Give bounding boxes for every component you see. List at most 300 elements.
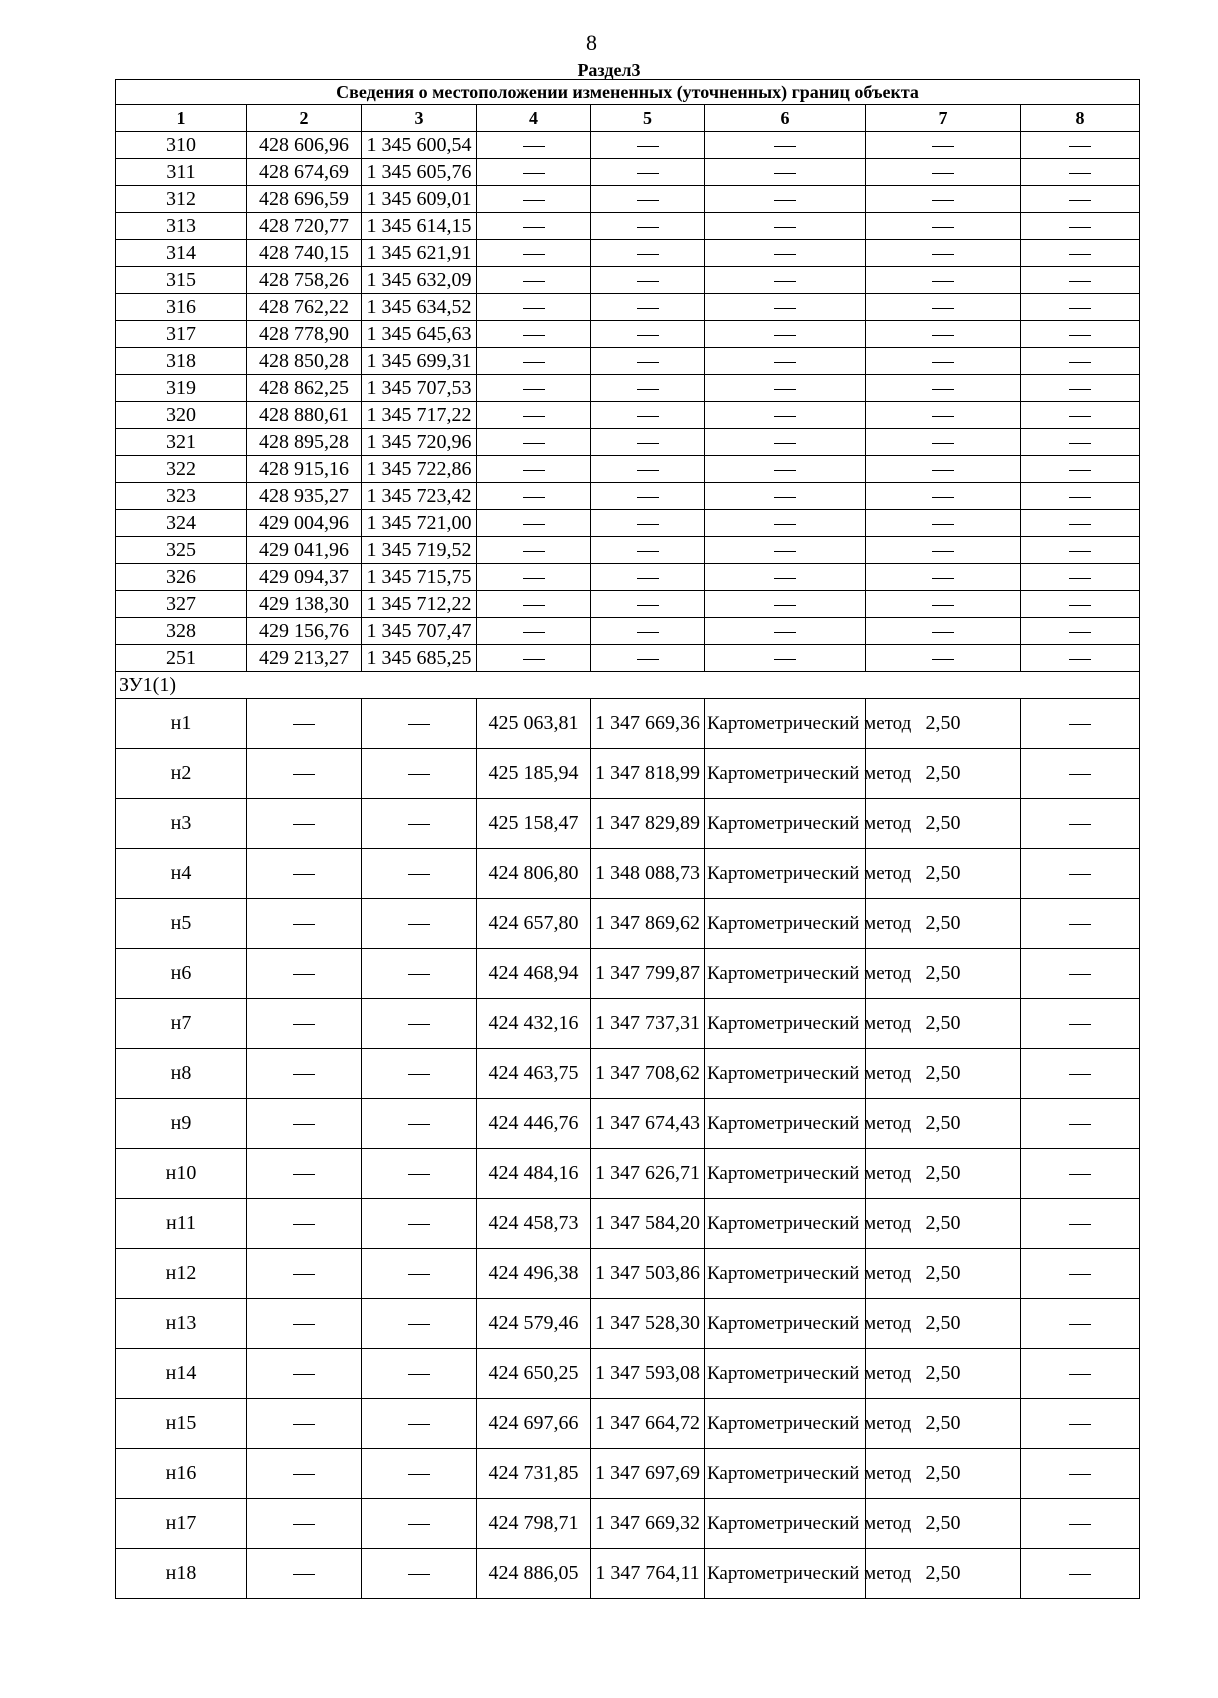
empty-value-cell — [1021, 186, 1140, 213]
dash-mark — [523, 173, 545, 174]
new-x-cell: 424 496,38 — [477, 1249, 591, 1299]
empty-value-cell — [705, 510, 866, 537]
empty-value-cell — [1021, 1349, 1140, 1399]
empty-value-cell — [247, 999, 362, 1049]
table-row — [116, 1449, 1140, 1499]
dash-mark — [293, 1224, 315, 1225]
column-number: 5 — [591, 105, 705, 132]
dash-mark — [932, 578, 954, 579]
dash-mark — [637, 146, 659, 147]
table-row — [116, 537, 1140, 564]
dash-mark — [774, 551, 796, 552]
table-row — [116, 132, 1140, 159]
new-y-cell: 1 348 088,73 — [591, 849, 705, 899]
empty-value-cell — [477, 267, 591, 294]
new-y-cell: 1 347 669,36 — [591, 699, 705, 749]
dash-mark — [523, 308, 545, 309]
existing-y-cell: 1 345 712,22 — [362, 591, 477, 618]
table-row — [116, 402, 1140, 429]
new-y-cell: 1 347 818,99 — [591, 749, 705, 799]
point-number-cell: 323 — [116, 483, 247, 510]
empty-value-cell — [247, 749, 362, 799]
new-x-cell: 424 806,80 — [477, 849, 591, 899]
dash-mark — [1069, 1424, 1091, 1425]
dash-mark — [1069, 1324, 1091, 1325]
table-row — [116, 1399, 1140, 1449]
empty-value-cell — [247, 1099, 362, 1149]
empty-value-cell — [705, 429, 866, 456]
new-x-cell: 424 468,94 — [477, 949, 591, 999]
column-number: 7 — [866, 105, 1021, 132]
new-y-cell: 1 347 503,86 — [591, 1249, 705, 1299]
method-cell: Картометрический метод — [705, 799, 866, 849]
dash-mark — [637, 308, 659, 309]
dash-mark — [408, 1224, 430, 1225]
empty-value-cell — [1021, 321, 1140, 348]
dash-mark — [637, 551, 659, 552]
dash-mark — [408, 974, 430, 975]
existing-x-cell: 428 740,15 — [247, 240, 362, 267]
empty-value-cell — [705, 375, 866, 402]
new-y-cell: 1 347 697,69 — [591, 1449, 705, 1499]
empty-value-cell — [705, 564, 866, 591]
accuracy-cell: 2,50 — [866, 1499, 1021, 1549]
dash-mark — [408, 1474, 430, 1475]
empty-value-cell — [591, 645, 705, 672]
empty-value-cell — [705, 483, 866, 510]
new-x-cell: 424 798,71 — [477, 1499, 591, 1549]
existing-x-cell: 428 850,28 — [247, 348, 362, 375]
dash-mark — [637, 335, 659, 336]
dash-mark — [1069, 470, 1091, 471]
dash-mark — [774, 632, 796, 633]
dash-mark — [523, 470, 545, 471]
dash-mark — [932, 551, 954, 552]
table-row — [116, 1499, 1140, 1549]
dash-mark — [523, 443, 545, 444]
empty-value-cell — [591, 321, 705, 348]
dash-mark — [932, 605, 954, 606]
method-cell: Картометрический метод — [705, 1299, 866, 1349]
dash-mark — [1069, 974, 1091, 975]
accuracy-cell: 2,50 — [866, 799, 1021, 849]
empty-value-cell — [866, 321, 1021, 348]
table-row — [116, 618, 1140, 645]
new-x-cell: 425 185,94 — [477, 749, 591, 799]
table-row — [116, 1249, 1140, 1299]
table-row — [116, 849, 1140, 899]
empty-value-cell — [477, 186, 591, 213]
dash-mark — [1069, 605, 1091, 606]
existing-x-cell: 429 213,27 — [247, 645, 362, 672]
new-x-cell: 424 886,05 — [477, 1549, 591, 1599]
table-row — [116, 949, 1140, 999]
empty-value-cell — [705, 321, 866, 348]
dash-mark — [523, 578, 545, 579]
new-y-cell: 1 347 593,08 — [591, 1349, 705, 1399]
new-x-cell: 424 446,76 — [477, 1099, 591, 1149]
method-cell: Картометрический метод — [705, 899, 866, 949]
zone-label: ЗУ1(1) — [116, 672, 1140, 699]
dash-mark — [408, 1524, 430, 1525]
empty-value-cell — [591, 159, 705, 186]
empty-value-cell — [1021, 1249, 1140, 1299]
empty-value-cell — [247, 1549, 362, 1599]
table-row — [116, 591, 1140, 618]
dash-mark — [1069, 308, 1091, 309]
dash-mark — [1069, 1024, 1091, 1025]
empty-value-cell — [705, 132, 866, 159]
point-number-cell: 318 — [116, 348, 247, 375]
dash-mark — [932, 146, 954, 147]
accuracy-cell: 2,50 — [866, 1299, 1021, 1349]
method-cell: Картометрический метод — [705, 1499, 866, 1549]
empty-value-cell — [1021, 537, 1140, 564]
dash-mark — [1069, 1074, 1091, 1075]
dash-mark — [774, 335, 796, 336]
existing-x-cell: 428 778,90 — [247, 321, 362, 348]
dash-mark — [1069, 659, 1091, 660]
dash-mark — [523, 200, 545, 201]
point-number-cell: 312 — [116, 186, 247, 213]
empty-value-cell — [362, 1099, 477, 1149]
existing-x-cell: 428 696,59 — [247, 186, 362, 213]
empty-value-cell — [247, 849, 362, 899]
empty-value-cell — [591, 186, 705, 213]
existing-x-cell: 428 758,26 — [247, 267, 362, 294]
empty-value-cell — [1021, 799, 1140, 849]
empty-value-cell — [1021, 1499, 1140, 1549]
new-x-cell: 424 432,16 — [477, 999, 591, 1049]
dash-mark — [408, 1124, 430, 1125]
empty-value-cell — [591, 294, 705, 321]
dash-mark — [408, 1424, 430, 1425]
point-number-cell: 326 — [116, 564, 247, 591]
empty-value-cell — [866, 186, 1021, 213]
dash-mark — [293, 1474, 315, 1475]
section-title: Раздел3 — [577, 60, 641, 80]
empty-value-cell — [362, 899, 477, 949]
new-x-cell: 424 731,85 — [477, 1449, 591, 1499]
table-row — [116, 645, 1140, 672]
empty-value-cell — [362, 1199, 477, 1249]
dash-mark — [774, 200, 796, 201]
existing-y-cell: 1 345 645,63 — [362, 321, 477, 348]
empty-value-cell — [247, 1149, 362, 1199]
new-x-cell: 424 657,80 — [477, 899, 591, 949]
new-y-cell: 1 347 737,31 — [591, 999, 705, 1049]
dash-mark — [1069, 173, 1091, 174]
existing-y-cell: 1 345 722,86 — [362, 456, 477, 483]
point-number-cell: 319 — [116, 375, 247, 402]
empty-value-cell — [477, 213, 591, 240]
dash-mark — [523, 497, 545, 498]
empty-value-cell — [705, 645, 866, 672]
dash-mark — [523, 659, 545, 660]
empty-value-cell — [362, 849, 477, 899]
dash-mark — [293, 1324, 315, 1325]
dash-mark — [1069, 874, 1091, 875]
dash-mark — [293, 1024, 315, 1025]
empty-value-cell — [362, 699, 477, 749]
table-row — [116, 267, 1140, 294]
point-number-cell: 315 — [116, 267, 247, 294]
point-number-cell: 320 — [116, 402, 247, 429]
empty-value-cell — [477, 537, 591, 564]
dash-mark — [523, 227, 545, 228]
point-number-cell: 324 — [116, 510, 247, 537]
empty-value-cell — [477, 483, 591, 510]
dash-mark — [523, 605, 545, 606]
table-row — [116, 483, 1140, 510]
method-cell: Картометрический метод — [705, 949, 866, 999]
method-cell: Картометрический метод — [705, 699, 866, 749]
dash-mark — [408, 1324, 430, 1325]
empty-value-cell — [1021, 1149, 1140, 1199]
empty-value-cell — [477, 321, 591, 348]
table-row — [116, 564, 1140, 591]
new-y-cell: 1 347 626,71 — [591, 1149, 705, 1199]
existing-x-cell: 428 862,25 — [247, 375, 362, 402]
method-cell: Картометрический метод — [705, 1399, 866, 1449]
accuracy-cell: 2,50 — [866, 699, 1021, 749]
accuracy-cell: 2,50 — [866, 1149, 1021, 1199]
dash-mark — [774, 281, 796, 282]
existing-y-cell: 1 345 699,31 — [362, 348, 477, 375]
empty-value-cell — [705, 186, 866, 213]
column-number: 2 — [247, 105, 362, 132]
point-number-cell: н14 — [116, 1349, 247, 1399]
method-cell: Картометрический метод — [705, 1149, 866, 1199]
dash-mark — [1069, 578, 1091, 579]
dash-mark — [932, 470, 954, 471]
dash-mark — [637, 362, 659, 363]
empty-value-cell — [1021, 1449, 1140, 1499]
dash-mark — [637, 200, 659, 201]
dash-mark — [293, 1274, 315, 1275]
table-row — [116, 699, 1140, 749]
empty-value-cell — [866, 267, 1021, 294]
table-row — [116, 348, 1140, 375]
table-row — [116, 1199, 1140, 1249]
dash-mark — [932, 335, 954, 336]
dash-mark — [293, 874, 315, 875]
dash-mark — [1069, 1374, 1091, 1375]
dash-mark — [774, 416, 796, 417]
empty-value-cell — [705, 294, 866, 321]
empty-value-cell — [591, 564, 705, 591]
empty-value-cell — [362, 1149, 477, 1199]
table-row — [116, 159, 1140, 186]
dash-mark — [774, 389, 796, 390]
empty-value-cell — [866, 159, 1021, 186]
existing-y-cell: 1 345 720,96 — [362, 429, 477, 456]
point-number-cell: н3 — [116, 799, 247, 849]
empty-value-cell — [477, 456, 591, 483]
method-cell: Картометрический метод — [705, 1349, 866, 1399]
empty-value-cell — [866, 132, 1021, 159]
dash-mark — [523, 362, 545, 363]
dash-mark — [1069, 524, 1091, 525]
empty-value-cell — [1021, 1099, 1140, 1149]
point-number-cell: н18 — [116, 1549, 247, 1599]
method-cell: Картометрический метод — [705, 1049, 866, 1099]
empty-value-cell — [705, 267, 866, 294]
dash-mark — [293, 1574, 315, 1575]
empty-value-cell — [362, 749, 477, 799]
point-number-cell: н15 — [116, 1399, 247, 1449]
empty-value-cell — [362, 1349, 477, 1399]
empty-value-cell — [362, 1549, 477, 1599]
empty-value-cell — [1021, 213, 1140, 240]
empty-value-cell — [1021, 999, 1140, 1049]
empty-value-cell — [866, 429, 1021, 456]
point-number-cell: н2 — [116, 749, 247, 799]
table-row — [116, 375, 1140, 402]
empty-value-cell — [1021, 510, 1140, 537]
column-number: 8 — [1021, 105, 1140, 132]
dash-mark — [408, 774, 430, 775]
table-row — [116, 294, 1140, 321]
existing-y-cell: 1 345 719,52 — [362, 537, 477, 564]
existing-x-cell: 429 004,96 — [247, 510, 362, 537]
empty-value-cell — [866, 564, 1021, 591]
empty-value-cell — [362, 1449, 477, 1499]
dash-mark — [523, 524, 545, 525]
existing-x-cell: 428 880,61 — [247, 402, 362, 429]
empty-value-cell — [866, 294, 1021, 321]
dash-mark — [932, 173, 954, 174]
table-row — [116, 213, 1140, 240]
accuracy-cell: 2,50 — [866, 999, 1021, 1049]
dash-mark — [774, 146, 796, 147]
dash-mark — [932, 416, 954, 417]
empty-value-cell — [866, 618, 1021, 645]
dash-mark — [408, 1374, 430, 1375]
empty-value-cell — [705, 537, 866, 564]
new-x-cell: 424 484,16 — [477, 1149, 591, 1199]
empty-value-cell — [705, 456, 866, 483]
accuracy-cell: 2,50 — [866, 1399, 1021, 1449]
empty-value-cell — [477, 402, 591, 429]
method-cell: Картометрический метод — [705, 849, 866, 899]
table-row — [116, 1299, 1140, 1349]
dash-mark — [932, 254, 954, 255]
existing-y-cell: 1 345 634,52 — [362, 294, 477, 321]
empty-value-cell — [1021, 618, 1140, 645]
empty-value-cell — [866, 402, 1021, 429]
point-number-cell: 317 — [116, 321, 247, 348]
empty-value-cell — [591, 240, 705, 267]
dash-mark — [637, 524, 659, 525]
point-number-cell: 325 — [116, 537, 247, 564]
empty-value-cell — [591, 429, 705, 456]
existing-y-cell: 1 345 717,22 — [362, 402, 477, 429]
new-x-cell: 425 063,81 — [477, 699, 591, 749]
empty-value-cell — [362, 1299, 477, 1349]
dash-mark — [523, 281, 545, 282]
empty-value-cell — [362, 1049, 477, 1099]
empty-value-cell — [362, 1399, 477, 1449]
empty-value-cell — [866, 456, 1021, 483]
accuracy-cell: 2,50 — [866, 749, 1021, 799]
dash-mark — [932, 200, 954, 201]
dash-mark — [293, 1074, 315, 1075]
empty-value-cell — [247, 1499, 362, 1549]
empty-value-cell — [866, 213, 1021, 240]
dash-mark — [637, 416, 659, 417]
dash-mark — [1069, 443, 1091, 444]
accuracy-cell: 2,50 — [866, 1049, 1021, 1099]
dash-mark — [1069, 146, 1091, 147]
new-y-cell: 1 347 664,72 — [591, 1399, 705, 1449]
empty-value-cell — [1021, 564, 1140, 591]
empty-value-cell — [591, 537, 705, 564]
empty-value-cell — [591, 132, 705, 159]
dash-mark — [637, 227, 659, 228]
table-caption: Сведения о местоположении измененных (уточненных) границ объекта — [116, 80, 1140, 105]
dash-mark — [932, 443, 954, 444]
dash-mark — [523, 146, 545, 147]
dash-mark — [408, 924, 430, 925]
accuracy-cell: 2,50 — [866, 1349, 1021, 1399]
accuracy-cell: 2,50 — [866, 849, 1021, 899]
dash-mark — [1069, 497, 1091, 498]
empty-value-cell — [477, 159, 591, 186]
empty-value-cell — [866, 645, 1021, 672]
empty-value-cell — [1021, 699, 1140, 749]
dash-mark — [1069, 416, 1091, 417]
method-cell: Картометрический метод — [705, 1199, 866, 1249]
dash-mark — [932, 389, 954, 390]
empty-value-cell — [247, 699, 362, 749]
accuracy-cell: 2,50 — [866, 899, 1021, 949]
empty-value-cell — [477, 240, 591, 267]
point-number-cell: н17 — [116, 1499, 247, 1549]
new-points-body — [116, 699, 1140, 1599]
point-number-cell: н12 — [116, 1249, 247, 1299]
new-y-cell: 1 347 708,62 — [591, 1049, 705, 1099]
empty-value-cell — [247, 1249, 362, 1299]
dash-mark — [932, 362, 954, 363]
empty-value-cell — [477, 510, 591, 537]
empty-value-cell — [1021, 240, 1140, 267]
method-cell: Картометрический метод — [705, 1549, 866, 1599]
empty-value-cell — [1021, 456, 1140, 483]
dash-mark — [774, 659, 796, 660]
existing-x-cell: 428 915,16 — [247, 456, 362, 483]
dash-mark — [932, 308, 954, 309]
dash-mark — [774, 578, 796, 579]
dash-mark — [1069, 924, 1091, 925]
empty-value-cell — [477, 294, 591, 321]
method-cell: Картометрический метод — [705, 1449, 866, 1499]
dash-mark — [293, 1124, 315, 1125]
existing-y-cell: 1 345 715,75 — [362, 564, 477, 591]
dash-mark — [774, 173, 796, 174]
dash-mark — [637, 605, 659, 606]
existing-x-cell: 428 762,22 — [247, 294, 362, 321]
empty-value-cell — [1021, 1399, 1140, 1449]
empty-value-cell — [362, 799, 477, 849]
empty-value-cell — [1021, 348, 1140, 375]
dash-mark — [1069, 200, 1091, 201]
dash-mark — [637, 497, 659, 498]
empty-value-cell — [477, 618, 591, 645]
point-number-cell: н1 — [116, 699, 247, 749]
dash-mark — [1069, 632, 1091, 633]
empty-value-cell — [705, 348, 866, 375]
